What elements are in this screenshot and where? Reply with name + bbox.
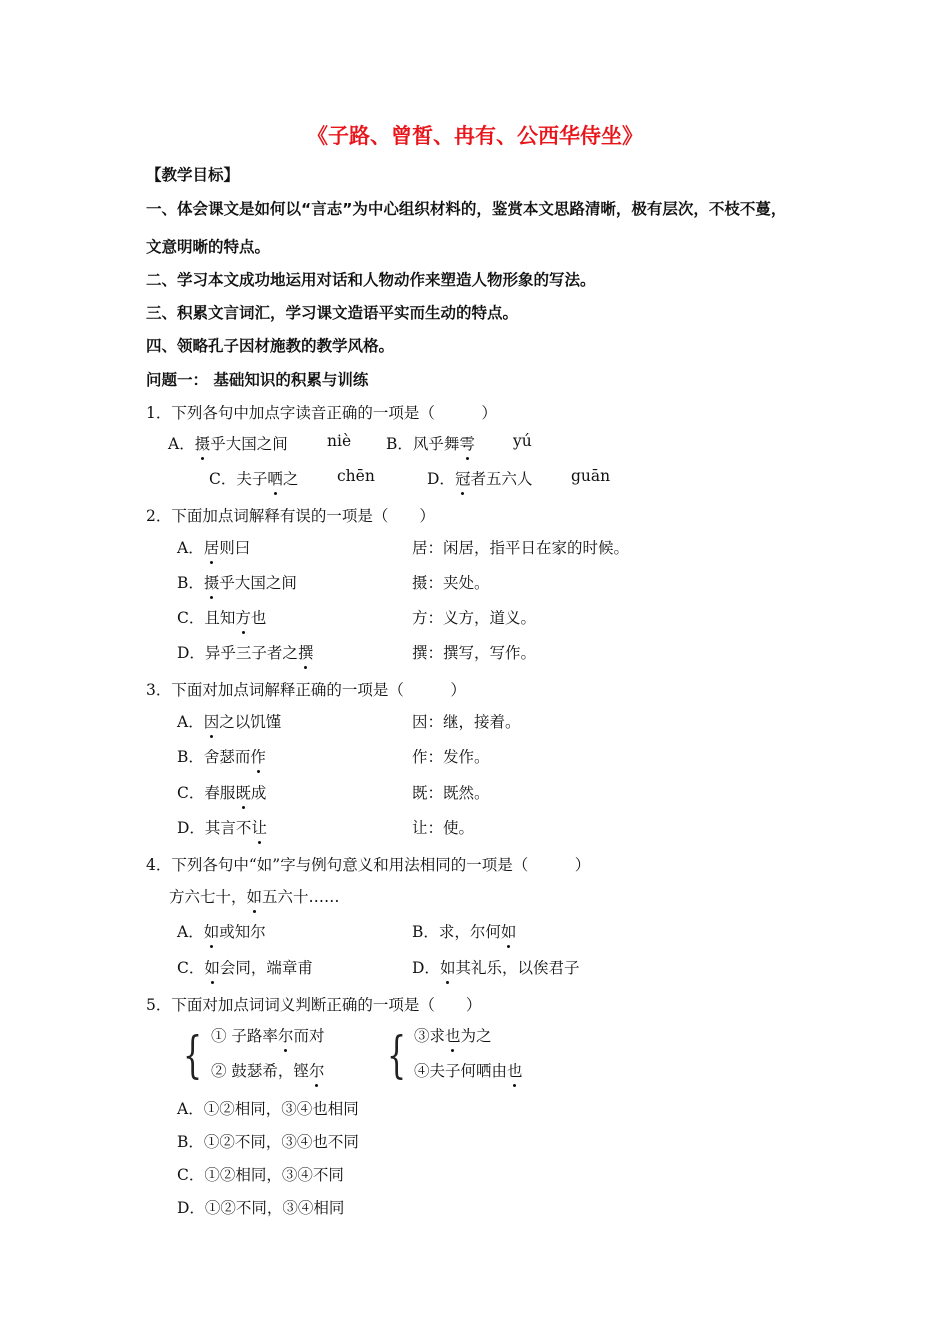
emphasis-dot-char: 尔: [278, 1024, 294, 1046]
question-2-stem: 2．下面加点词解释有误的一项是（ ）: [146, 507, 435, 525]
emphasis-dot-char: 如: [440, 956, 456, 978]
question-1-stem: 1．下列各句中加点字读音正确的一项是（ ）: [146, 404, 497, 422]
emphasis-dot-char: 如: [501, 920, 517, 942]
left-brace-group-1: {: [183, 1026, 203, 1084]
objectives-heading: 【教学目标】: [146, 166, 240, 184]
emphasis-dot-char: 既: [235, 781, 251, 803]
question-1-option-b: B．风乎舞雩: [386, 432, 475, 454]
left-brace-group-2: {: [387, 1026, 407, 1084]
emphasis-dot-char: 如: [204, 956, 220, 978]
question-2-option-d-gloss: 撰：撰写，写作。: [412, 644, 537, 662]
question-1-option-a: A．摄乎大国之间: [168, 432, 288, 454]
question-3-stem: 3．下面对加点词解释正确的一项是（ ）: [146, 681, 466, 699]
emphasis-dot-char: 让: [251, 816, 267, 838]
question-5-sentence-4: ④夫子何哂由也: [414, 1059, 523, 1081]
objective-4: 四、领略孔子因材施教的教学风格。: [146, 337, 395, 355]
emphasis-dot-char: 摄: [204, 571, 220, 593]
emphasis-dot-char: 摄: [195, 432, 211, 454]
question-3-option-b-gloss: 作：发作。: [412, 748, 490, 766]
emphasis-dot-char: 因: [204, 710, 220, 732]
question-3-option-d: D．其言不让: [177, 816, 267, 838]
question-4-option-a: A．如或知尔: [177, 920, 266, 942]
question-5-stem: 5．下面对加点词词义判断正确的一项是（ ）: [146, 996, 482, 1014]
question-3-option-a-gloss: 因：继，接着。: [412, 713, 521, 731]
question-5-option-b: B．①②不同，③④也不同: [177, 1133, 359, 1151]
emphasis-dot-char: 居: [204, 536, 220, 558]
document-title: 《子路、曾皙、冉有、公西华侍坐》: [307, 124, 643, 148]
question-1-option-c-pinyin: chēn: [337, 467, 375, 485]
section-1-heading: 问题一： 基础知识的积累与训练: [146, 371, 369, 389]
question-3-option-c-gloss: 既：既然。: [412, 784, 490, 802]
question-4-option-b: B．求，尔何如: [412, 920, 516, 942]
emphasis-dot-char: 方: [235, 606, 251, 628]
question-5-option-a: A．①②相同，③④也相同: [177, 1100, 359, 1118]
question-2-option-c: C．且知方也: [177, 606, 266, 628]
emphasis-dot-char: 作: [250, 745, 266, 767]
question-2-option-c-gloss: 方：义方，道义。: [412, 609, 537, 627]
emphasis-dot-char: 也: [507, 1059, 523, 1081]
objective-1-line-2: 文意明晰的特点。: [146, 238, 271, 256]
question-5-option-d: D．①②不同，③④相同: [177, 1199, 345, 1217]
objective-1-line-1: 一、体会课文是如何以“言志”为中心组织材料的，鉴赏本文思路清晰，极有层次，不枝不蔓，: [146, 200, 787, 218]
question-3-option-c: C．春服既成: [177, 781, 266, 803]
emphasis-dot-char: 尔: [309, 1059, 325, 1081]
question-3-option-a: A．因之以饥馑: [177, 710, 281, 732]
question-5-sentence-3: ③求也为之: [414, 1024, 492, 1046]
question-4-example: 方六七十，如五六十……: [169, 885, 340, 907]
objective-3: 三、积累文言词汇，学习课文造语平实而生动的特点。: [146, 304, 519, 322]
question-5-sentence-1: ① 子路率尔而对: [211, 1024, 324, 1046]
question-2-option-a: A．居则曰: [177, 536, 250, 558]
question-5-option-c: C．①②相同，③④不同: [177, 1166, 344, 1184]
question-1-option-a-pinyin: niè: [327, 432, 352, 450]
question-3-option-d-gloss: 让：使。: [412, 819, 475, 837]
emphasis-dot-char: 雩: [459, 432, 475, 454]
emphasis-dot-char: 如: [247, 885, 263, 907]
emphasis-dot-char: 如: [204, 920, 220, 942]
question-5-sentence-2: ② 鼓瑟希，铿尔: [211, 1059, 324, 1081]
emphasis-dot-char: 也: [445, 1024, 461, 1046]
question-4-option-d: D．如其礼乐，以俟君子: [412, 956, 579, 978]
question-2-option-a-gloss: 居：闲居，指平日在家的时候。: [412, 539, 630, 557]
question-4-stem: 4．下列各句中“如”字与例句意义和用法相同的一项是（ ）: [146, 856, 591, 874]
question-2-option-d: D．异乎三子者之撰: [177, 641, 313, 663]
question-1-option-b-pinyin: yú: [513, 432, 532, 450]
question-1-option-c: C．夫子哂之: [209, 467, 298, 489]
emphasis-dot-char: 撰: [298, 641, 314, 663]
question-4-option-c: C．如会同，端章甫: [177, 956, 313, 978]
question-3-option-b: B．舍瑟而作: [177, 745, 266, 767]
question-2-option-b-gloss: 摄：夹处。: [412, 574, 490, 592]
emphasis-dot-char: 冠: [455, 467, 471, 489]
objective-2: 二、学习本文成功地运用对话和人物动作来塑造人物形象的写法。: [146, 271, 596, 289]
question-1-option-d-pinyin: guān: [571, 467, 611, 485]
emphasis-dot-char: 哂: [267, 467, 283, 489]
question-1-option-d: D．冠者五六人: [427, 467, 532, 489]
question-2-option-b: B．摄乎大国之间: [177, 571, 297, 593]
